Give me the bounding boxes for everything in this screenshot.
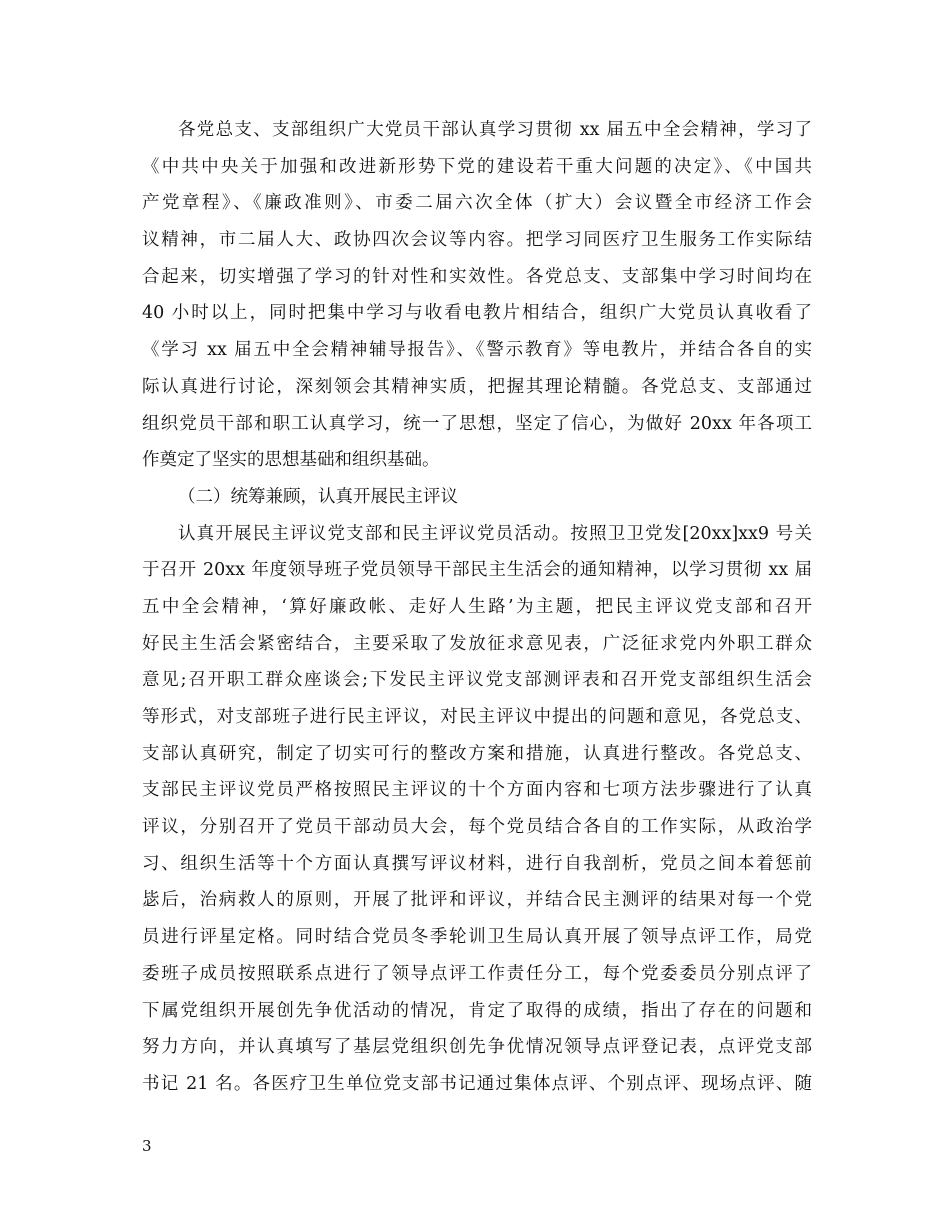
text-line: 支部民主评议党员严格按照民主评议的十个方面内容和七项方法步骤进行了认真 bbox=[142, 780, 812, 801]
text-line: 认真开展民主评议党支部和民主评议党员活动。按照卫卫党发[20xx]xx9 号关 bbox=[178, 523, 812, 544]
paragraph-evaluation bbox=[142, 516, 812, 1103]
text-line: 《学习 xx 届五中全会精神辅导报告》、《警示教育》等电教片，并结合各自的实 bbox=[142, 340, 812, 361]
text-line: 作奠定了坚实的思想基础和组织基础。 bbox=[142, 450, 440, 471]
document-body bbox=[142, 112, 812, 1103]
text-line: 支部认真研究，制定了切实可行的整改方案和措施，认真进行整改。各党总支、 bbox=[142, 743, 812, 764]
text-line: 努力方向，并认真填写了基层党组织创先争优情况领导点评登记表，点评党支部 bbox=[142, 1037, 812, 1058]
text-line: 《中共中央关于加强和改进新形势下党的建设若干重大问题的决定》、《中国共 bbox=[142, 156, 812, 177]
text-line: 评议，分别召开了党员干部动员大会，每个党员结合各自的工作实际，从政治学 bbox=[142, 817, 812, 838]
text-line: 组织党员干部和职工认真学习，统一了思想，坚定了信心，为做好 20xx 年各项工 bbox=[142, 413, 812, 434]
text-line: 好民主生活会紧密结合，主要采取了发放征求意见表，广泛征求党内外职工群众 bbox=[142, 633, 812, 654]
paragraph-study bbox=[142, 112, 812, 479]
heading-line: （二）统筹兼顾，认真开展民主评议 bbox=[178, 486, 458, 507]
text-line: 各党总支、支部组织广大党员干部认真学习贯彻 xx 届五中全会精神，学习了 bbox=[178, 120, 812, 140]
text-line: 习、组织生活等十个方面认真撰写评议材料，进行自我剖析，党员之间本着惩前 bbox=[142, 853, 812, 874]
text-line: 委班子成员按照联系点进行了领导点评工作责任分工，每个党委委员分别点评了 bbox=[142, 963, 812, 984]
text-line: 书记 21 名。各医疗卫生单位党支部书记通过集体点评、个别点评、现场点评、随 bbox=[142, 1073, 812, 1094]
text-line: 合起来，切实增强了学习的针对性和实效性。各党总支、支部集中学习时间均在 bbox=[142, 266, 812, 287]
page-number: 3 bbox=[142, 1137, 152, 1155]
text-line: 意见;召开职工群众座谈会;下发民主评议党支部测评表和召开党支部组织生活会 bbox=[142, 670, 812, 691]
text-line: 等形式，对支部班子进行民主评议，对民主评议中提出的问题和意见，各党总支、 bbox=[142, 707, 812, 727]
text-line: 议精神，市二届人大、政协四次会议等内容。把学习同医疗卫生服务工作实际结 bbox=[142, 230, 812, 251]
text-line: 员进行评星定格。同时结合党员冬季轮训卫生局认真开展了领导点评工作，局党 bbox=[142, 927, 812, 948]
text-line: 40 小时以上，同时把集中学习与收看电教片相结合，组织广大党员认真收看了 bbox=[142, 303, 812, 324]
text-line: 产党章程》、《廉政准则》、市委二届六次全体（扩大）会议暨全市经济工作会 bbox=[142, 193, 812, 214]
text-line: 毖后，治病救人的原则，开展了批评和评议，并结合民主测评的结果对每一个党 bbox=[142, 890, 812, 911]
text-line: 下属党组织开展创先争优活动的情况，肯定了取得的成绩，指出了存在的问题和 bbox=[142, 1000, 812, 1021]
text-line: 五中全会精神，‘算好廉政帐、走好人生路’为主题，把民主评议党支部和召开 bbox=[142, 596, 812, 617]
text-line: 际认真进行讨论，深刻领会其精神实质，把握其理论精髓。各党总支、支部通过 bbox=[142, 376, 812, 397]
text-line: 于召开 20xx 年度领导班子党员领导干部民主生活会的通知精神，以学习贯彻 xx 届 bbox=[142, 560, 812, 581]
section-heading bbox=[142, 479, 812, 516]
